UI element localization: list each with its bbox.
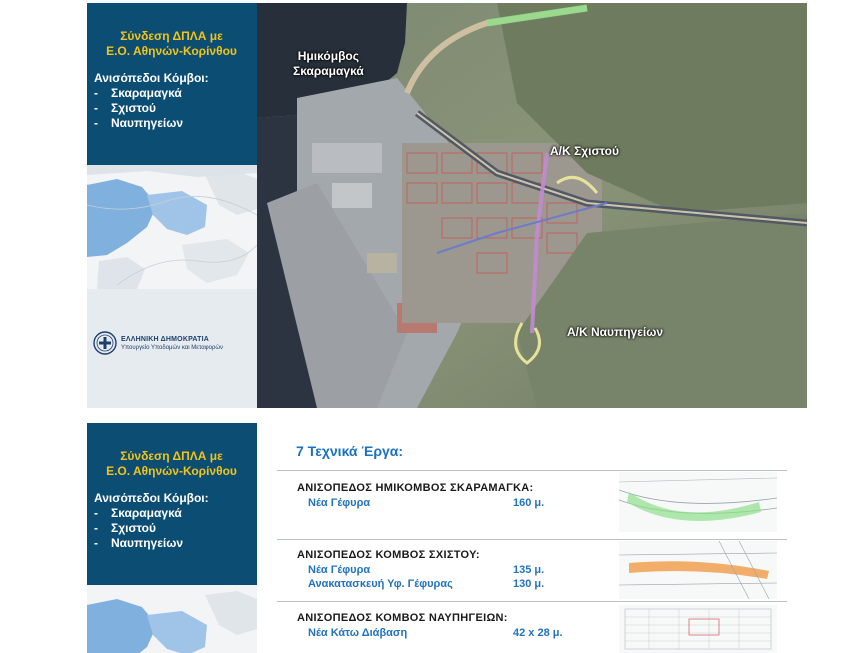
map-label-naupigeion: Α/Κ Ναυπηγείων <box>567 325 664 339</box>
logo-subtitle: Υπουργείο Υποδομών και Μεταφορών <box>121 344 224 351</box>
list-item <box>94 116 249 131</box>
section-title: 7 Τεχνικά Έργα: <box>296 443 404 459</box>
works-panel <box>257 423 807 653</box>
info-title <box>94 449 249 479</box>
work-length: 130 μ. <box>513 578 545 590</box>
logo-title: ΕΛΛΗΝΙΚΗ ΔΗΜΟΚΡΑΤΙΑ <box>121 335 209 343</box>
locator-map <box>87 165 257 289</box>
work-name: Νέα Γέφυρα <box>308 497 371 509</box>
work-name: Νέα Γέφυρα <box>308 564 371 576</box>
list-item-label: Σκαραμαγκά <box>111 86 182 100</box>
divider <box>277 601 787 602</box>
work-length: 160 μ. <box>513 497 545 509</box>
slide-overview <box>87 3 807 408</box>
ministry-logo <box>93 331 223 355</box>
list-item <box>94 101 249 116</box>
map-label-schistou: Α/Κ Σχιστού <box>550 144 619 158</box>
group-title-naupigeion: ΑΝΙΣΟΠΕΔΟΣ ΚΟΜΒΟΣ ΝΑΥΠΗΓΕΙΩΝ: <box>297 612 508 624</box>
dash-bullet: - <box>94 536 98 550</box>
coat-of-arms-icon <box>93 331 117 355</box>
list-item <box>94 521 249 536</box>
work-name: Ανακατασκευή Υφ. Γέφυρας <box>308 578 453 590</box>
info-box <box>87 423 257 585</box>
slide-technical-works <box>87 423 807 653</box>
bridge-plan-graphic <box>619 541 777 599</box>
map-label-line: Ημικόμβος <box>297 49 359 63</box>
work-name: Νέα Κάτω Διάβαση <box>308 627 408 639</box>
dash-bullet: - <box>94 86 98 100</box>
bridge-plan-graphic <box>619 472 777 532</box>
dash-bullet: - <box>94 521 98 535</box>
info-title <box>94 29 249 59</box>
locator-map <box>87 585 257 653</box>
info-subtitle: Ανισόπεδοι Κόμβοι: <box>94 491 209 505</box>
map-label-skaramagka <box>293 49 364 79</box>
work-length: 42 x 28 μ. <box>513 627 563 639</box>
dash-bullet: - <box>94 506 98 520</box>
drawing-skaramagka <box>619 472 777 532</box>
list-item-label: Ναυπηγείων <box>111 116 184 130</box>
list-item <box>94 536 249 551</box>
work-length: 135 μ. <box>513 564 545 576</box>
group-title-schistou: ΑΝΙΣΟΠΕΔΟΣ ΚΟΜΒΟΣ ΣΧΙΣΤΟΥ: <box>297 549 480 561</box>
locator-map-graphic <box>87 165 257 289</box>
left-panel <box>87 423 257 653</box>
list-item <box>94 86 249 101</box>
interchange-list <box>94 506 249 551</box>
list-item <box>94 506 249 521</box>
group-title-skaramagka: ΑΝΙΣΟΠΕΔΟΣ ΗΜΙΚΟΜΒΟΣ ΣΚΑΡΑΜΑΓΚΑ: <box>297 482 534 494</box>
info-title-line1: Σύνδεση ΔΠΛΑ με <box>120 449 223 463</box>
dash-bullet: - <box>94 101 98 115</box>
dash-bullet: - <box>94 116 98 130</box>
info-box <box>87 3 257 165</box>
locator-map-graphic <box>87 585 257 653</box>
divider <box>277 470 787 471</box>
list-item-label: Σχιστού <box>111 521 156 535</box>
info-title-line2: Ε.Ο. Αθηνών-Κορίνθου <box>106 464 237 478</box>
info-subtitle: Ανισόπεδοι Κόμβοι: <box>94 71 209 85</box>
drawing-schistou <box>619 541 777 599</box>
aerial-map <box>257 3 807 408</box>
logo-area <box>87 289 257 408</box>
list-item-label: Σκαραμαγκά <box>111 506 182 520</box>
left-panel <box>87 3 257 408</box>
drawing-naupigeion <box>619 605 777 653</box>
info-title-line1: Σύνδεση ΔΠΛΑ με <box>120 29 223 43</box>
list-item-label: Ναυπηγείων <box>111 536 184 550</box>
map-label-line: Σκαραμαγκά <box>293 64 364 78</box>
interchange-list <box>94 86 249 131</box>
info-title-line2: Ε.Ο. Αθηνών-Κορίνθου <box>106 44 237 58</box>
divider <box>277 539 787 540</box>
list-item-label: Σχιστού <box>111 101 156 115</box>
underpass-plan-graphic <box>619 605 777 653</box>
